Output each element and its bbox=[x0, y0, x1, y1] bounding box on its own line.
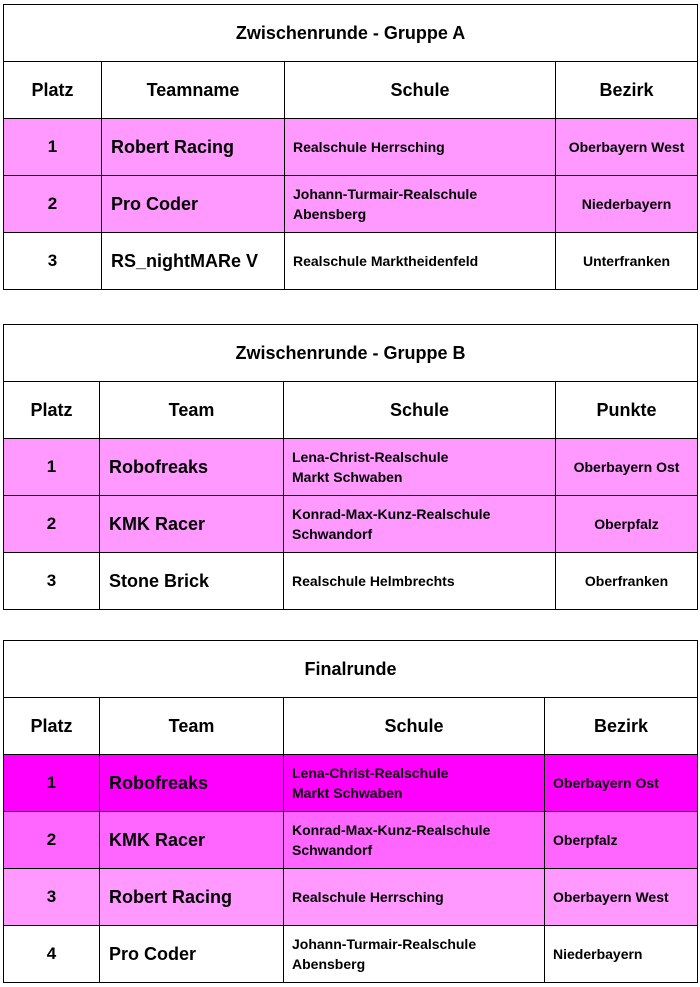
district-cell: Oberbayern West bbox=[556, 119, 698, 176]
district-cell: Unterfranken bbox=[556, 233, 698, 290]
place-cell: 4 bbox=[4, 926, 100, 983]
school-line-1: Lena-Christ-Realschule bbox=[292, 765, 449, 781]
school-cell bbox=[285, 233, 556, 290]
column-header-school: Schule bbox=[284, 382, 556, 439]
school-line-2: Markt Schwaben bbox=[292, 785, 403, 801]
district-cell: Oberfranken bbox=[556, 553, 698, 610]
school-line-1: Realschule Herrsching bbox=[293, 139, 445, 155]
column-header-team: Team bbox=[100, 698, 284, 755]
school-cell bbox=[284, 439, 556, 496]
place-cell: 1 bbox=[4, 119, 102, 176]
team-cell: KMK Racer bbox=[100, 812, 284, 869]
table-title: Zwischenrunde - Gruppe B bbox=[4, 325, 698, 382]
school-cell bbox=[284, 553, 556, 610]
final-round-table bbox=[3, 640, 698, 983]
district-cell: Oberbayern Ost bbox=[556, 439, 698, 496]
school-cell bbox=[284, 755, 545, 812]
district-cell: Oberbayern West bbox=[545, 869, 698, 926]
table-title-row bbox=[4, 325, 698, 382]
table-row bbox=[4, 119, 698, 176]
column-header-district: Bezirk bbox=[556, 62, 698, 119]
school-line-2: Abensberg bbox=[292, 956, 366, 972]
district-cell: Oberpfalz bbox=[545, 812, 698, 869]
group-a-table bbox=[3, 4, 698, 290]
column-header-place: Platz bbox=[4, 62, 102, 119]
table-title-row bbox=[4, 641, 698, 698]
column-header-school: Schule bbox=[285, 62, 556, 119]
school-line-1: Johann-Turmair-Realschule bbox=[293, 186, 478, 202]
team-cell: Pro Coder bbox=[100, 926, 284, 983]
column-header-team: Team bbox=[100, 382, 284, 439]
table-title-row bbox=[4, 5, 698, 62]
school-cell bbox=[284, 812, 545, 869]
team-cell: Stone Brick bbox=[100, 553, 284, 610]
district-cell: Oberbayern Ost bbox=[545, 755, 698, 812]
district-cell: Oberpfalz bbox=[556, 496, 698, 553]
table-row bbox=[4, 439, 698, 496]
place-cell: 1 bbox=[4, 439, 100, 496]
school-cell bbox=[284, 496, 556, 553]
table-row bbox=[4, 812, 698, 869]
table-row bbox=[4, 233, 698, 290]
district-cell: Niederbayern bbox=[545, 926, 698, 983]
team-cell: Robert Racing bbox=[102, 119, 285, 176]
district-cell: Niederbayern bbox=[556, 176, 698, 233]
column-header-school: Schule bbox=[284, 698, 545, 755]
school-line-2: Schwandorf bbox=[292, 842, 373, 858]
school-cell bbox=[285, 119, 556, 176]
table-header-row bbox=[4, 62, 698, 119]
table-row bbox=[4, 176, 698, 233]
table-title: Zwischenrunde - Gruppe A bbox=[4, 5, 698, 62]
column-header-team: Teamname bbox=[102, 62, 285, 119]
place-cell: 3 bbox=[4, 233, 102, 290]
school-cell bbox=[285, 176, 556, 233]
school-line-1: Konrad-Max-Kunz-Realschule bbox=[292, 506, 491, 522]
column-header-district: Bezirk bbox=[545, 698, 698, 755]
school-line-1: Realschule Marktheidenfeld bbox=[293, 253, 479, 269]
table-row bbox=[4, 496, 698, 553]
school-line-1: Realschule Herrsching bbox=[292, 889, 444, 905]
school-line-1: Lena-Christ-Realschule bbox=[292, 449, 449, 465]
place-cell: 3 bbox=[4, 869, 100, 926]
table-header-row bbox=[4, 698, 698, 755]
school-line-1: Konrad-Max-Kunz-Realschule bbox=[292, 822, 491, 838]
table-header-row bbox=[4, 382, 698, 439]
column-header-points: Punkte bbox=[556, 382, 698, 439]
table-row bbox=[4, 755, 698, 812]
team-cell: Robofreaks bbox=[100, 439, 284, 496]
school-cell bbox=[284, 926, 545, 983]
table-row bbox=[4, 553, 698, 610]
team-cell: RS_nightMARe V bbox=[102, 233, 285, 290]
table-row bbox=[4, 926, 698, 983]
place-cell: 2 bbox=[4, 496, 100, 553]
place-cell: 2 bbox=[4, 812, 100, 869]
team-cell: Pro Coder bbox=[102, 176, 285, 233]
column-header-place: Platz bbox=[4, 382, 100, 439]
school-line-2: Schwandorf bbox=[292, 526, 373, 542]
team-cell: KMK Racer bbox=[100, 496, 284, 553]
school-line-1: Realschule Helmbrechts bbox=[292, 573, 455, 589]
place-cell: 2 bbox=[4, 176, 102, 233]
table-title: Finalrunde bbox=[4, 641, 698, 698]
place-cell: 1 bbox=[4, 755, 100, 812]
column-header-place: Platz bbox=[4, 698, 100, 755]
school-line-1: Johann-Turmair-Realschule bbox=[292, 936, 477, 952]
school-line-2: Abensberg bbox=[293, 206, 367, 222]
place-cell: 3 bbox=[4, 553, 100, 610]
team-cell: Robert Racing bbox=[100, 869, 284, 926]
school-cell bbox=[284, 869, 545, 926]
team-cell: Robofreaks bbox=[100, 755, 284, 812]
table-row bbox=[4, 869, 698, 926]
school-line-2: Markt Schwaben bbox=[292, 469, 403, 485]
group-b-table bbox=[3, 324, 698, 610]
